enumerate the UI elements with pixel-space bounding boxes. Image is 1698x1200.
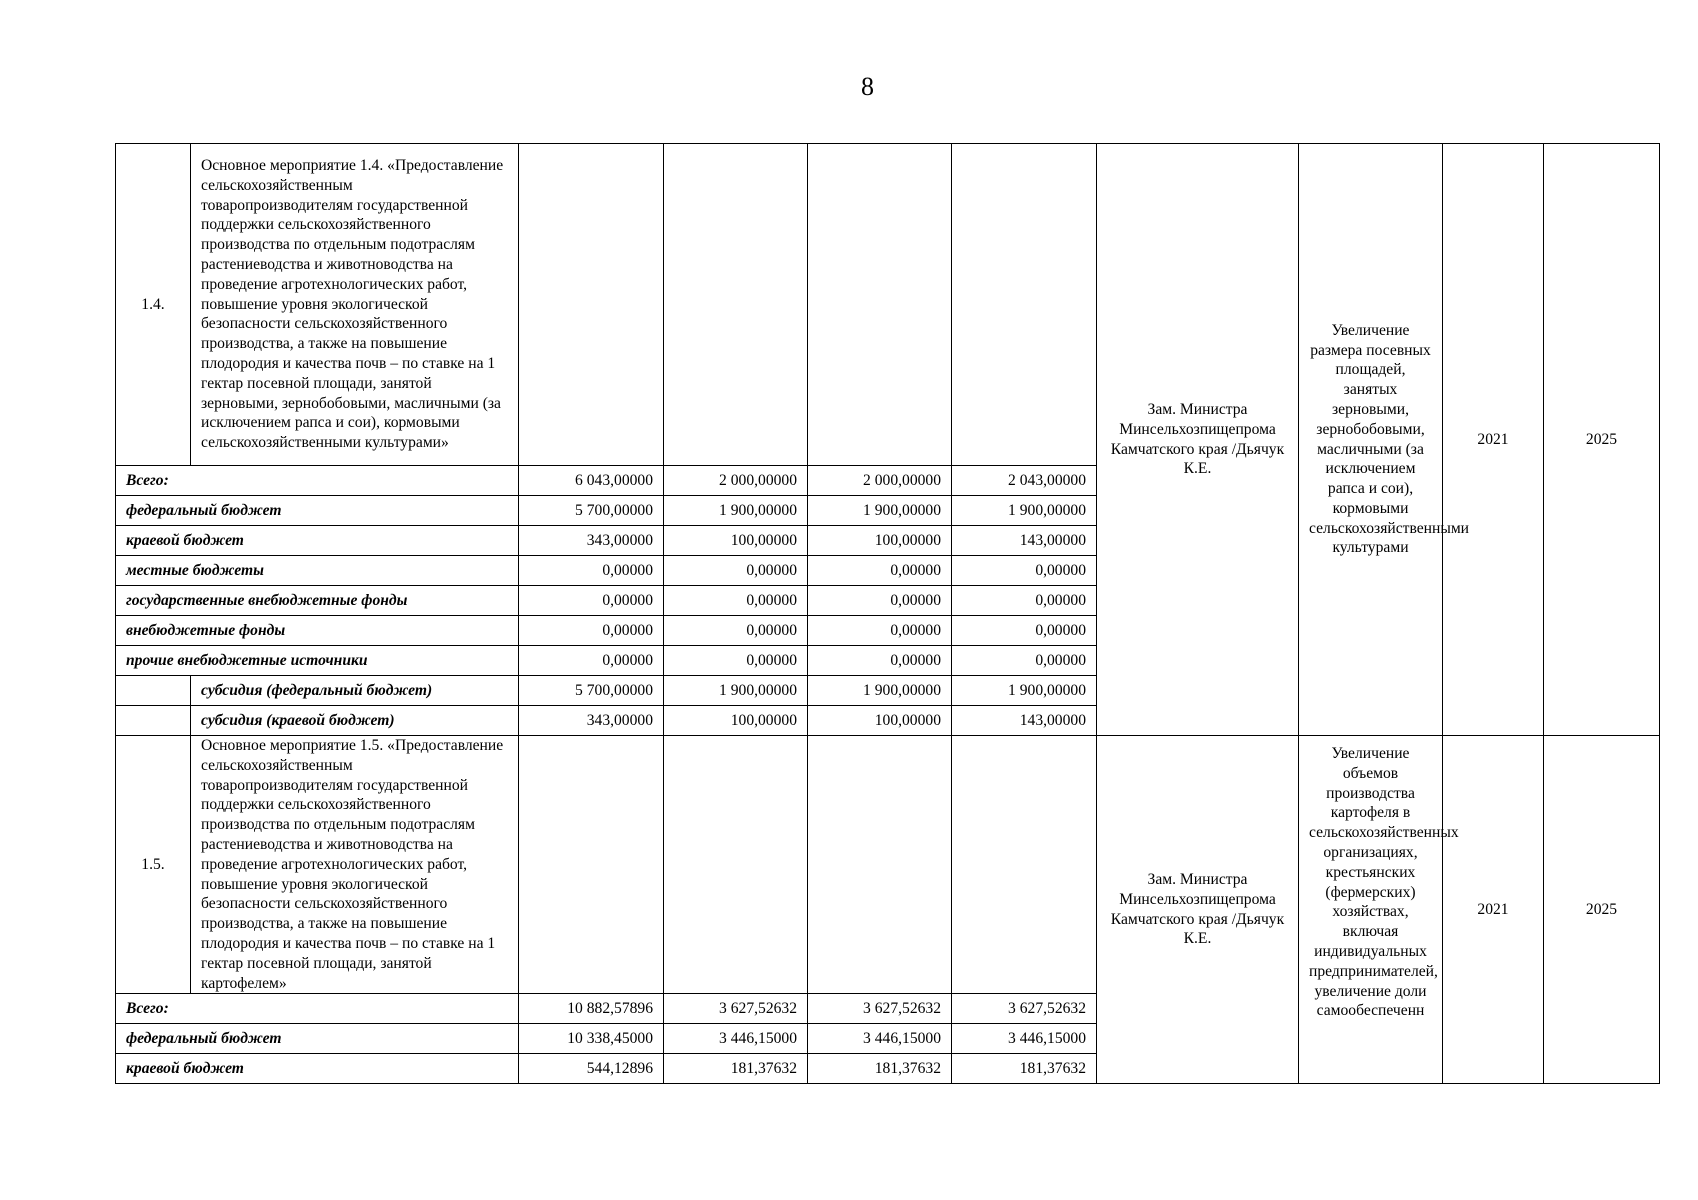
finance-label: краевой бюджет [116,1054,519,1084]
finance-value: 0,00000 [808,586,952,616]
finance-value: 3 446,15000 [952,1024,1097,1054]
finance-label: федеральный бюджет [116,496,519,526]
finance-value: 1 900,00000 [952,676,1097,706]
finance-value: 3 627,52632 [664,994,808,1024]
finance-value: 5 700,00000 [519,676,664,706]
empty-cell [664,736,808,994]
responsible-person: Зам. Министра Минсельхозпищепрома Камчатского края /Дьячук К.Е. [1097,144,1299,736]
measure-row-1-4 [116,144,1660,466]
finance-value: 1 900,00000 [952,496,1097,526]
finance-value: 181,37632 [808,1054,952,1084]
measure-title: Основное мероприятие 1.4. «Предоставление сельскохозяйственным товаропроизводителям государственной поддержки сельскохозяйственного производства по отдельным подотраслям растениеводства и животноводства на проведение агротехнологических работ, повышение уровня экологической безопасности сельскохозяйственного производства, а также на повышение плодородия и качества почв – по ставке на 1 гектар посевной площади, занятой зерновыми, зернобобовыми, масличными (за исключением рапса и сои), кормовыми сельскохозяйственными культурами» [191,144,519,466]
start-year: 2021 [1443,144,1544,736]
finance-value: 181,37632 [664,1054,808,1084]
measures-table [115,143,1660,1084]
finance-value: 544,12896 [519,1054,664,1084]
finance-value: 100,00000 [808,706,952,736]
empty-cell [808,736,952,994]
finance-value: 2 000,00000 [808,466,952,496]
page-number: 8 [861,72,874,101]
finance-value: 10 338,45000 [519,1024,664,1054]
empty-cell [519,144,664,466]
finance-value: 0,00000 [519,586,664,616]
finance-value: 1 900,00000 [664,496,808,526]
finance-value: 0,00000 [808,646,952,676]
finance-label: Всего: [116,466,519,496]
measure-row-1-5 [116,736,1660,994]
finance-value: 5 700,00000 [519,496,664,526]
finance-value: 143,00000 [952,526,1097,556]
finance-label: местные бюджеты [116,556,519,586]
finance-label: прочие внебюджетные источники [116,646,519,676]
finance-value: 0,00000 [808,556,952,586]
finance-label: субсидия (федеральный бюджет) [191,676,519,706]
finance-value: 3 446,15000 [808,1024,952,1054]
responsible-person: Зам. Министра Минсельхозпищепрома Камчатского края /Дьячук К.Е. [1097,736,1299,1084]
empty-cell [952,144,1097,466]
finance-value: 143,00000 [952,706,1097,736]
finance-value: 0,00000 [952,556,1097,586]
finance-value: 0,00000 [519,616,664,646]
finance-value: 343,00000 [519,526,664,556]
finance-value: 3 627,52632 [808,994,952,1024]
finance-value: 0,00000 [519,646,664,676]
start-year: 2021 [1443,736,1544,1084]
empty-cell [519,736,664,994]
finance-value: 0,00000 [952,646,1097,676]
finance-value: 6 043,00000 [519,466,664,496]
finance-value: 0,00000 [664,616,808,646]
finance-value: 181,37632 [952,1054,1097,1084]
finance-value: 1 900,00000 [664,676,808,706]
finance-value: 10 882,57896 [519,994,664,1024]
finance-value: 0,00000 [664,586,808,616]
finance-value: 100,00000 [808,526,952,556]
finance-value: 0,00000 [664,556,808,586]
finance-label: субсидия (краевой бюджет) [191,706,519,736]
measure-code: 1.4. [116,144,191,466]
finance-value: 0,00000 [808,616,952,646]
finance-value: 1 900,00000 [808,676,952,706]
empty-cell [808,144,952,466]
finance-value: 0,00000 [952,616,1097,646]
finance-value: 2 043,00000 [952,466,1097,496]
expected-result: Увеличение размера посевных площадей, занятых зерновыми, зернобобовыми, масличными (за исключением рапса и сои), кормовыми сельскохозяйственными культурами [1299,144,1443,736]
expected-result: Увеличение объемов производства картофеля в сельскохозяйственных организациях, крестьянских (фермерских) хозяйствах, включая индивидуальных предпринимателей, увеличение доли самообеспеченн [1299,736,1443,1084]
finance-value: 343,00000 [519,706,664,736]
empty-cell [116,706,191,736]
measure-code: 1.5. [116,736,191,994]
empty-cell [116,676,191,706]
empty-cell [664,144,808,466]
measure-title: Основное мероприятие 1.5. «Предоставление сельскохозяйственным товаропроизводителям государственной поддержки сельскохозяйственного производства по отдельным подотраслям растениеводства и животноводства на проведение агротехнологических работ, повышение уровня экологической безопасности сельскохозяйственного производства, а также на повышение плодородия и качества почв – по ставке на 1 гектар посевной площади, занятой картофелем» [191,736,519,994]
finance-value: 2 000,00000 [664,466,808,496]
end-year: 2025 [1544,144,1660,736]
finance-label: краевой бюджет [116,526,519,556]
finance-value: 1 900,00000 [808,496,952,526]
finance-value: 100,00000 [664,526,808,556]
end-year: 2025 [1544,736,1660,1084]
finance-value: 3 446,15000 [664,1024,808,1054]
finance-label: Всего: [116,994,519,1024]
empty-cell [952,736,1097,994]
finance-value: 0,00000 [519,556,664,586]
finance-label: федеральный бюджет [116,1024,519,1054]
finance-value: 3 627,52632 [952,994,1097,1024]
finance-label: внебюджетные фонды [116,616,519,646]
finance-value: 100,00000 [664,706,808,736]
finance-label: государственные внебюджетные фонды [116,586,519,616]
finance-value: 0,00000 [952,586,1097,616]
finance-value: 0,00000 [664,646,808,676]
